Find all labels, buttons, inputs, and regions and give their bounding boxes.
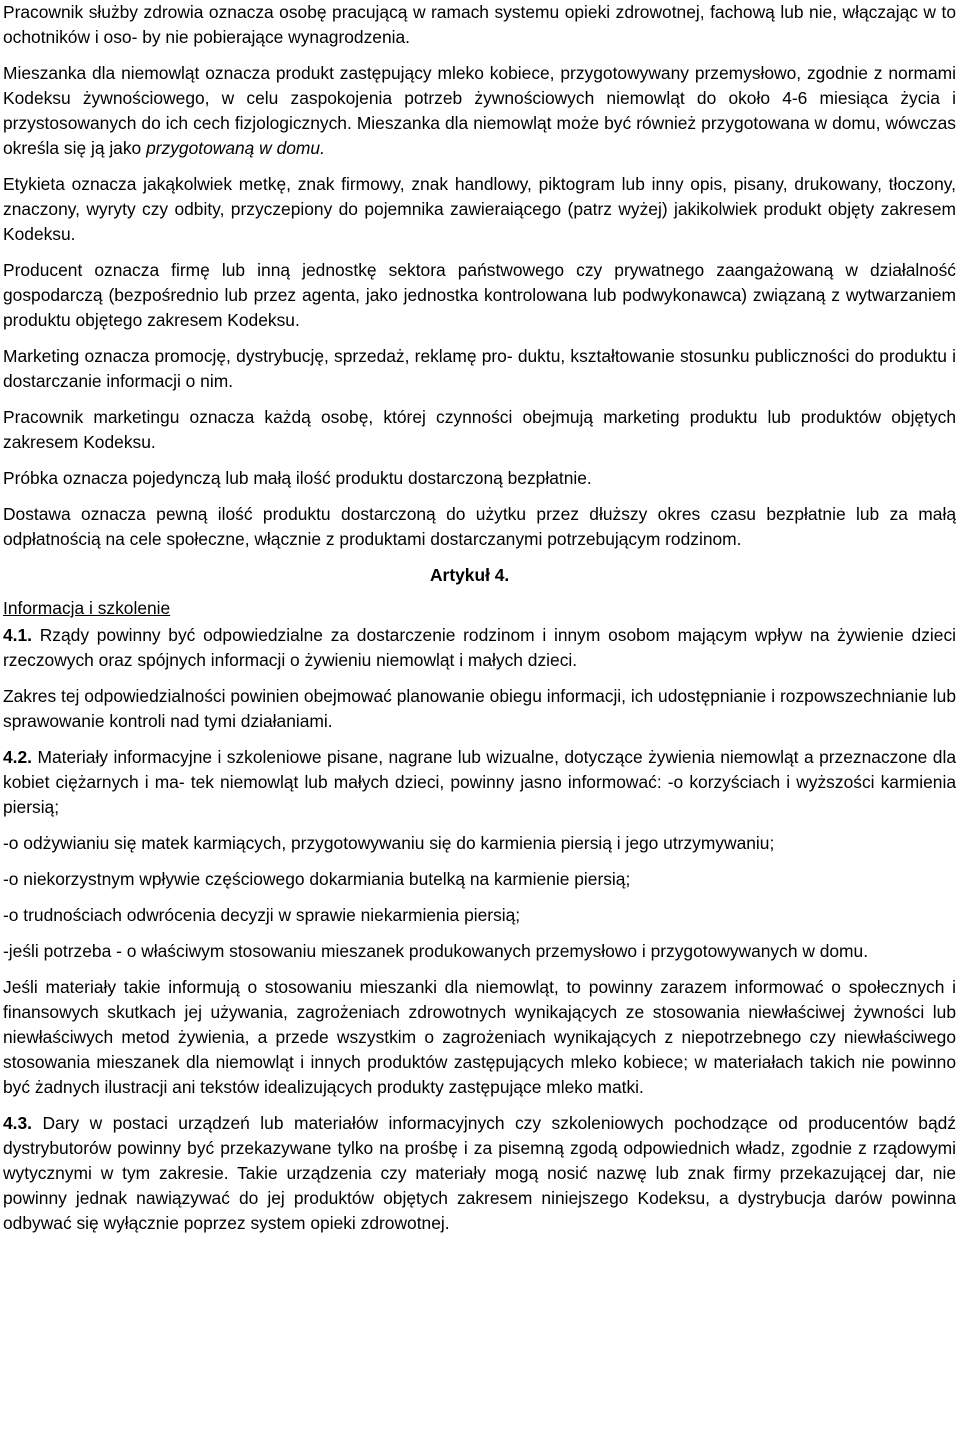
definition-infant-formula-text: Mieszanka dla niemowląt oznacza produkt zastępujący mleko kobiece, przygotowywany przemysłowo, zgodnie z normami Kodeksu żywnościowego, w celu zaspokojenia potrzeb żywnościowych niemowląt do około 4-6 miesiąca życia i przystosowanych do ich cech fizjologicznych. Mieszanka dla niemowląt może być również przygotowana w domu, wówczas określa się ją jako: [3, 63, 956, 158]
paragraph-text: Materiały informacyjne i szkoleniowe pisane, nagrane lub wizualne, dotyczące żywienia niemowląt a przeznaczone dla kobiet ciężarnych i ma- tek niemowląt lub małych dzieci, powinny jasno informować: -o korzyściach i wyższości karmienia piersią;: [3, 747, 956, 817]
definition-manufacturer: Producent oznacza firmę lub inną jednostkę sektora państwowego czy prywatnego zaangażowaną w działalność gospodarczą (bezpośrednio lub przez agenta, jako jednostka kontrolowana lub podwykonawca) związaną z wytwarzaniem produktu objętego zakresem Kodeksu.: [3, 260, 956, 330]
definition-infant-formula: [3, 61, 956, 161]
paragraph-4-1-scope: Zakres tej odpowiedzialności powinien obejmować planowanie obiegu informacji, ich udostępnianie i rozpowszechnianie lub sprawowanie kontroli nad tymi działaniami.: [3, 686, 956, 731]
list-item: -o niekorzystnym wpływie częściowego dokarmiania butelką na karmienie piersią;: [3, 869, 631, 889]
article-header: [3, 563, 956, 623]
definition-sample: Próbka oznacza pojedynczą lub małą ilość produktu dostarczoną bezpłatnie.: [3, 468, 592, 488]
list-item: -o odżywianiu się matek karmiących, przygotowywaniu się do karmienia piersią i jego utrzymywaniu;: [3, 833, 775, 853]
definition-label: Etykieta oznacza jakąkolwiek metkę, znak firmowy, znak handlowy, piktogram lub inny opis, pisany, drukowany, tłoczony, znaczony, wyryty czy odbity, przyczepiony do pojemnika zawieraiącego (patrz wyżej) jakikolwiek produkt objęty zakresem Kodeksu.: [3, 174, 956, 244]
list-item: -o trudnościach odwrócenia decyzji w sprawie niekarmienia piersią;: [3, 905, 521, 925]
article-title: Artykuł 4.: [430, 565, 510, 585]
definition-infant-formula-italic: przygotowaną w domu.: [146, 138, 325, 158]
paragraph-4-1: [3, 623, 956, 673]
paragraph-4-3: [3, 1111, 956, 1236]
paragraph-number: 4.3.: [3, 1113, 33, 1133]
definition-supply: Dostawa oznacza pewną ilość produktu dostarczoną do użytku przez dłuższy okres czasu bezpłatnie lub za małą odpłatnością na cele społeczne, włącznie z produktami dostarczanymi potrzebującym rodzinom.: [3, 504, 956, 549]
definition-marketing-worker: Pracownik marketingu oznacza każdą osobę, której czynności obejmują marketing produktu lub produktów objętych zakresem Kodeksu.: [3, 407, 956, 452]
definition-marketing: Marketing oznacza promocję, dystrybucję, sprzedaż, reklamę pro- duktu, kształtowanie stosunku publiczności do produktu i dostarczanie informacji o nim.: [3, 346, 956, 391]
paragraph-number: 4.1.: [3, 625, 33, 645]
paragraph-4-2: [3, 745, 956, 820]
paragraph-number: 4.2.: [3, 747, 33, 767]
list-item: -jeśli potrzeba - o właściwym stosowaniu mieszanek produkowanych przemysłowo i przygotowywanych w domu.: [3, 941, 869, 961]
definition-health-worker: Pracownik służby zdrowia oznacza osobę pracującą w ramach systemu opieki zdrowotnej, fachową lub nie, włączając w to ochotników i oso- by nie pobierające wynagrodzenia.: [3, 2, 956, 47]
paragraph-text: Rządy powinny być odpowiedzialne za dostarczenie rodzinom i innym osobom mającym wpływ na żywienie dzieci rzeczowych oraz spójnych informacji o żywieniu niemowląt i małych dzieci.: [3, 625, 956, 670]
paragraph-text: Dary w postaci urządzeń lub materiałów informacyjnych czy szkoleniowych pochodzące od producentów bądź dystrybutorów powinny być przekazywane tylko na prośbę i za pisemną zgodą odpowiednich władz, zgodnie z rządowymi wytycznymi w tym zakresie. Takie urządzenia czy materiały mogą nosić nazwę lub znak firmy przekazującej dar, nie powinny jednak nawiązywać do jej produktów objętych zakresem niniejszego Kodeksu, a dystrybucja darów powinna odbywać się wyłącznie poprzez system opieki zdrowotnej.: [3, 1113, 956, 1233]
section-heading: Informacja i szkolenie: [3, 598, 171, 618]
paragraph-4-2-formula: Jeśli materiały takie informują o stosowaniu mieszanki dla niemowląt, to powinny zarazem informować o społecznych i finansowych skutkach jej używania, zagrożeniach zdrowotnych wynikających ze stosowania niewłaściwej żywności lub niewłaściwych metod żywienia, a przede wszystkim o zagrożeniach wynikających z niepotrzebnego czy niewłaściwego stosowania mieszanek dla niemowląt i innych produktów zastępujących mleko kobiece; w materiałach takich nie powinno być żadnych ilustracji ani tekstów idealizujących produkty zastępujące mleko matki.: [3, 977, 956, 1097]
